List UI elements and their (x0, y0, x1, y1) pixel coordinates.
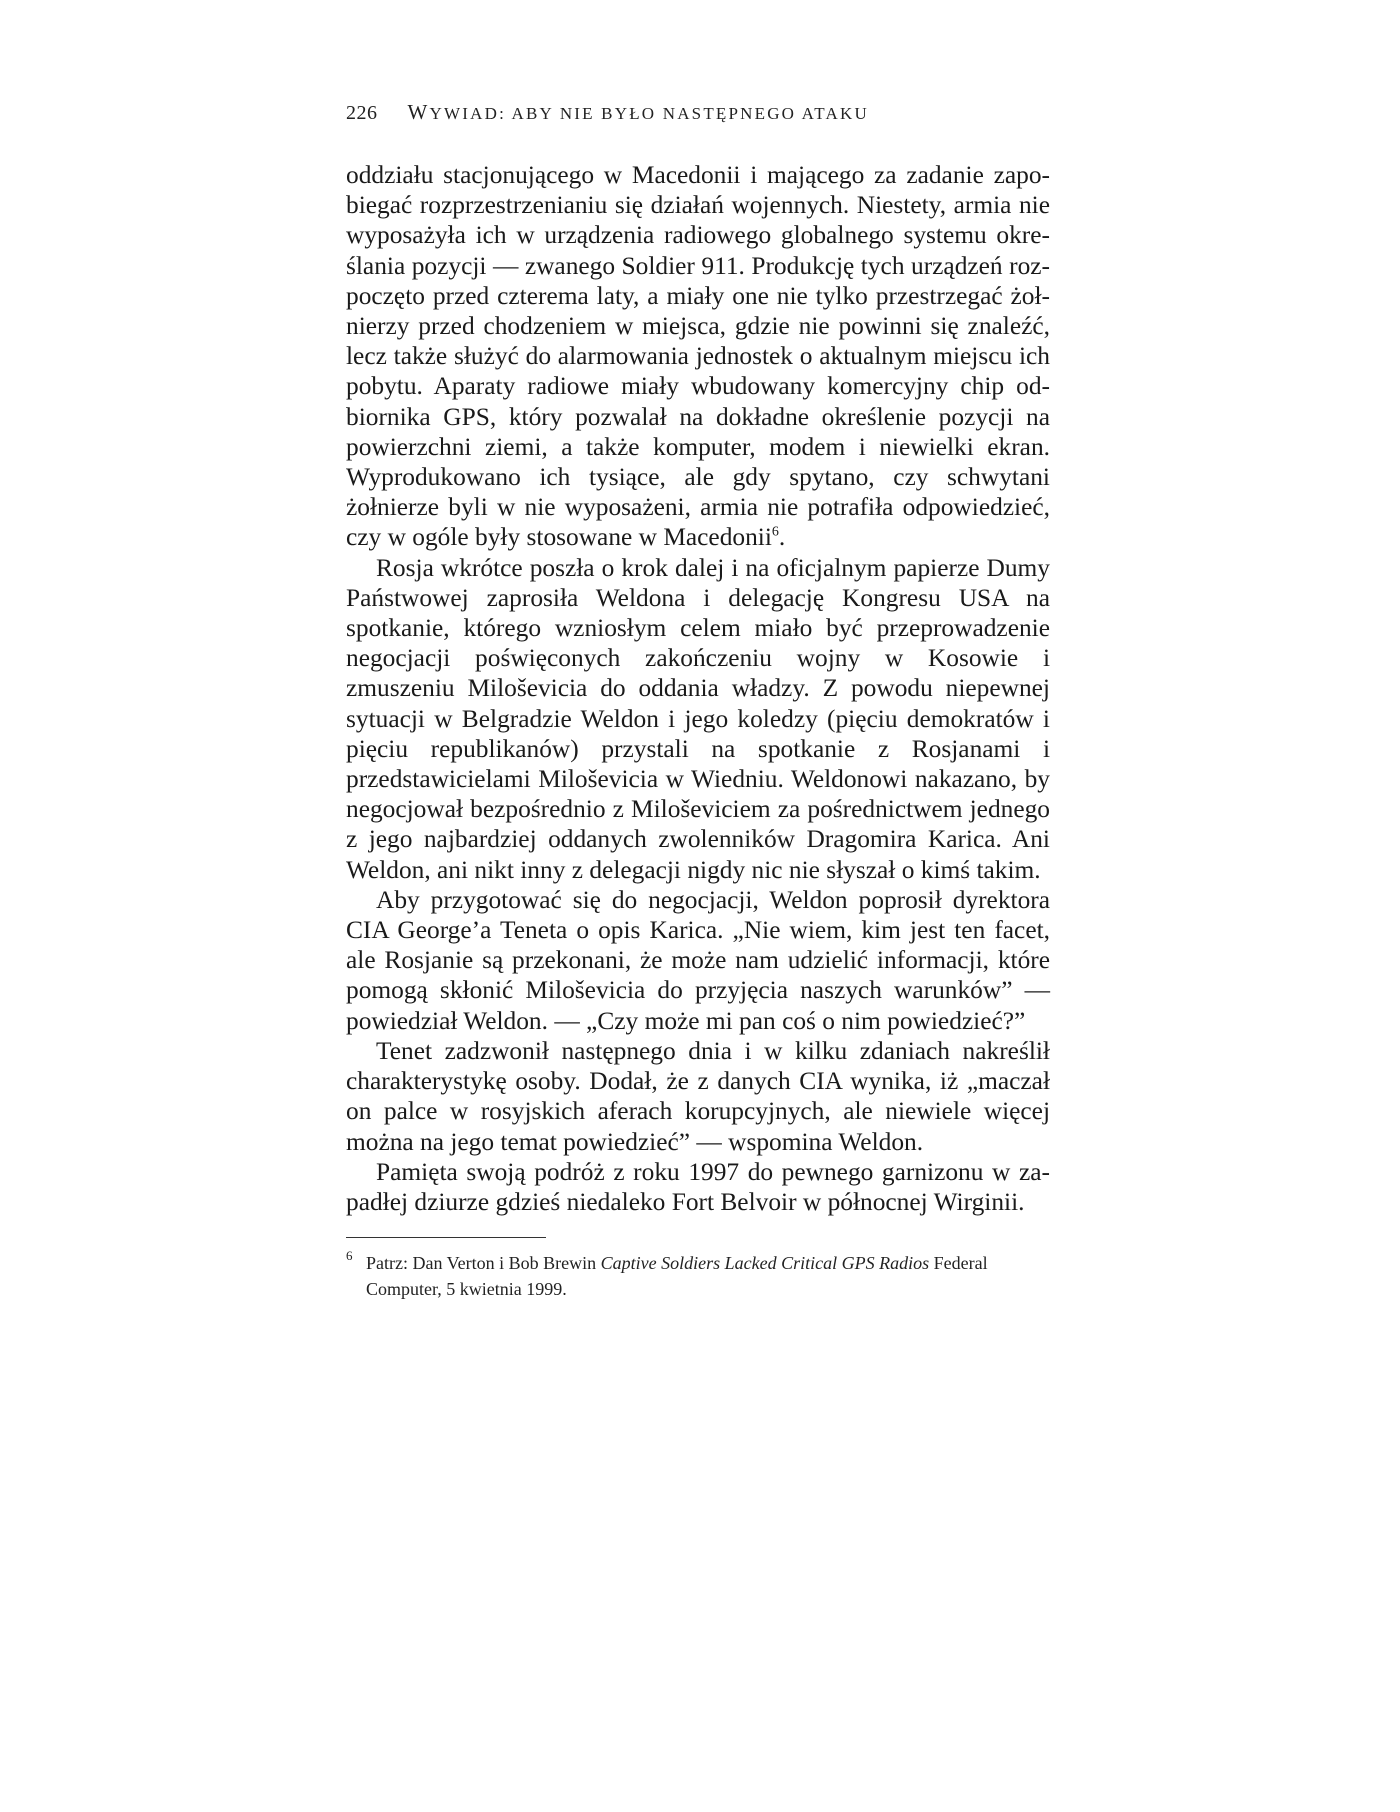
paragraph-4: Tenet zadzwonił następnego dnia i w kilku zdaniach nakreślił charakterystykę osoby. Dodał, że z danych CIA wynika, iż „maczał on palce w rosyjskich aferach korupcyjnych, ale niewiele więcej można na jego temat powiedzieć” — wspomina Weldon. (346, 1036, 1050, 1156)
footnote-reference: 6 (771, 524, 779, 540)
paragraph-5: Pamięta swoją podróż z roku 1997 do pewnego garnizonu w zapadłej dziurze gdzieś niedaleko Fort Belvoir w północnej Wirginii. (346, 1157, 1050, 1216)
footnote-prefix: Patrz: Dan Verton i Bob Brewin (366, 1253, 601, 1274)
running-title-rest: YWIAD: ABY NIE BYŁO NASTĘPNEGO ATAKU (429, 104, 869, 123)
paragraph-1 (346, 160, 1050, 553)
footnote-suffix: Federal Computer, 5 kwietnia 1999. (366, 1253, 988, 1300)
body-text (346, 160, 1050, 1217)
paragraph-3: Aby przygotować się do negocjacji, Weldon poprosił dyrektora CIA George’a Teneta o opis Karica. „Nie wiem, kim jest ten facet, ale Rosjanie są przekonani, że może nam udzielić informacji, które pomogą skłonić Miloševicia do przyjęcia naszych warunków” — powiedział Weldon. — „Czy może mi pan coś o nim powiedzieć?” (346, 885, 1050, 1035)
footnote-article-title: Captive Soldiers Lacked Critical GPS Radios (600, 1253, 930, 1274)
footnote-marker: 6 (346, 1248, 353, 1264)
page-number: 226 (346, 102, 378, 124)
footnote-text (362, 1250, 1050, 1302)
paragraph-1-end: . (778, 523, 786, 552)
running-head (346, 100, 1050, 134)
running-title-initial: W (407, 100, 430, 124)
book-page (346, 100, 1050, 1302)
running-title (408, 100, 869, 125)
footnote-divider (346, 1237, 546, 1238)
paragraph-1-text: oddziału stacjonującego w Macedonii i mającego za zadanie zapobiegać rozprzestrzenianiu się działań wojennych. Niestety, armia nie wyposażyła ich w urządzenia radiowego globalnego systemu określania pozycji — zwanego Soldier 911. Produkcję tych urządzeń rozpoczęto przed czterema laty, a miały one nie tylko przestrzegać żołnierzy przed chodzeniem w miejsca, gdzie nie powinni się znaleźć, lecz także służyć do alarmowania jednostek o aktualnym miejscu ich pobytu. Aparaty radiowe miały wbudowany komercyjny chip odbiornika GPS, który pozwalał na dokładne określenie pozycji na powierzchni ziemi, a także komputer, modem i niewielki ekran. Wyprodukowano ich tysiące, ale gdy spytano, czy schwytani żołnierze byli w nie wyposażeni, armia nie potrafiła odpowiedzieć, czy w ogóle były stosowane w Macedonii (346, 161, 1050, 552)
paragraph-2: Rosja wkrótce poszła o krok dalej i na oficjalnym papierze Dumy Państwowej zaprosiła Weldona i delegację Kongresu USA na spotkanie, którego wzniosłym celem miało być przeprowadzenie negocjacji poświęconych zakończeniu wojny w Kosowie i zmuszeniu Miloševicia do oddania władzy. Z powodu niepewnej sytuacji w Belgradzie Weldon i jego koledzy (pięciu demokratów i pięciu republikanów) przystali na spotkanie z Rosjanami i przedstawicielami Miloševicia w Wiedniu. Weldonowi nakazano, by negocjował bezpośrednio z Miloševiciem za pośrednictwem jednego z jego najbardziej oddanych zwolenników Dragomira Karica. Ani Weldon, ani nikt inny z delegacji nigdy nic nie słyszał o kimś takim. (346, 553, 1050, 884)
footnote (346, 1250, 1050, 1302)
